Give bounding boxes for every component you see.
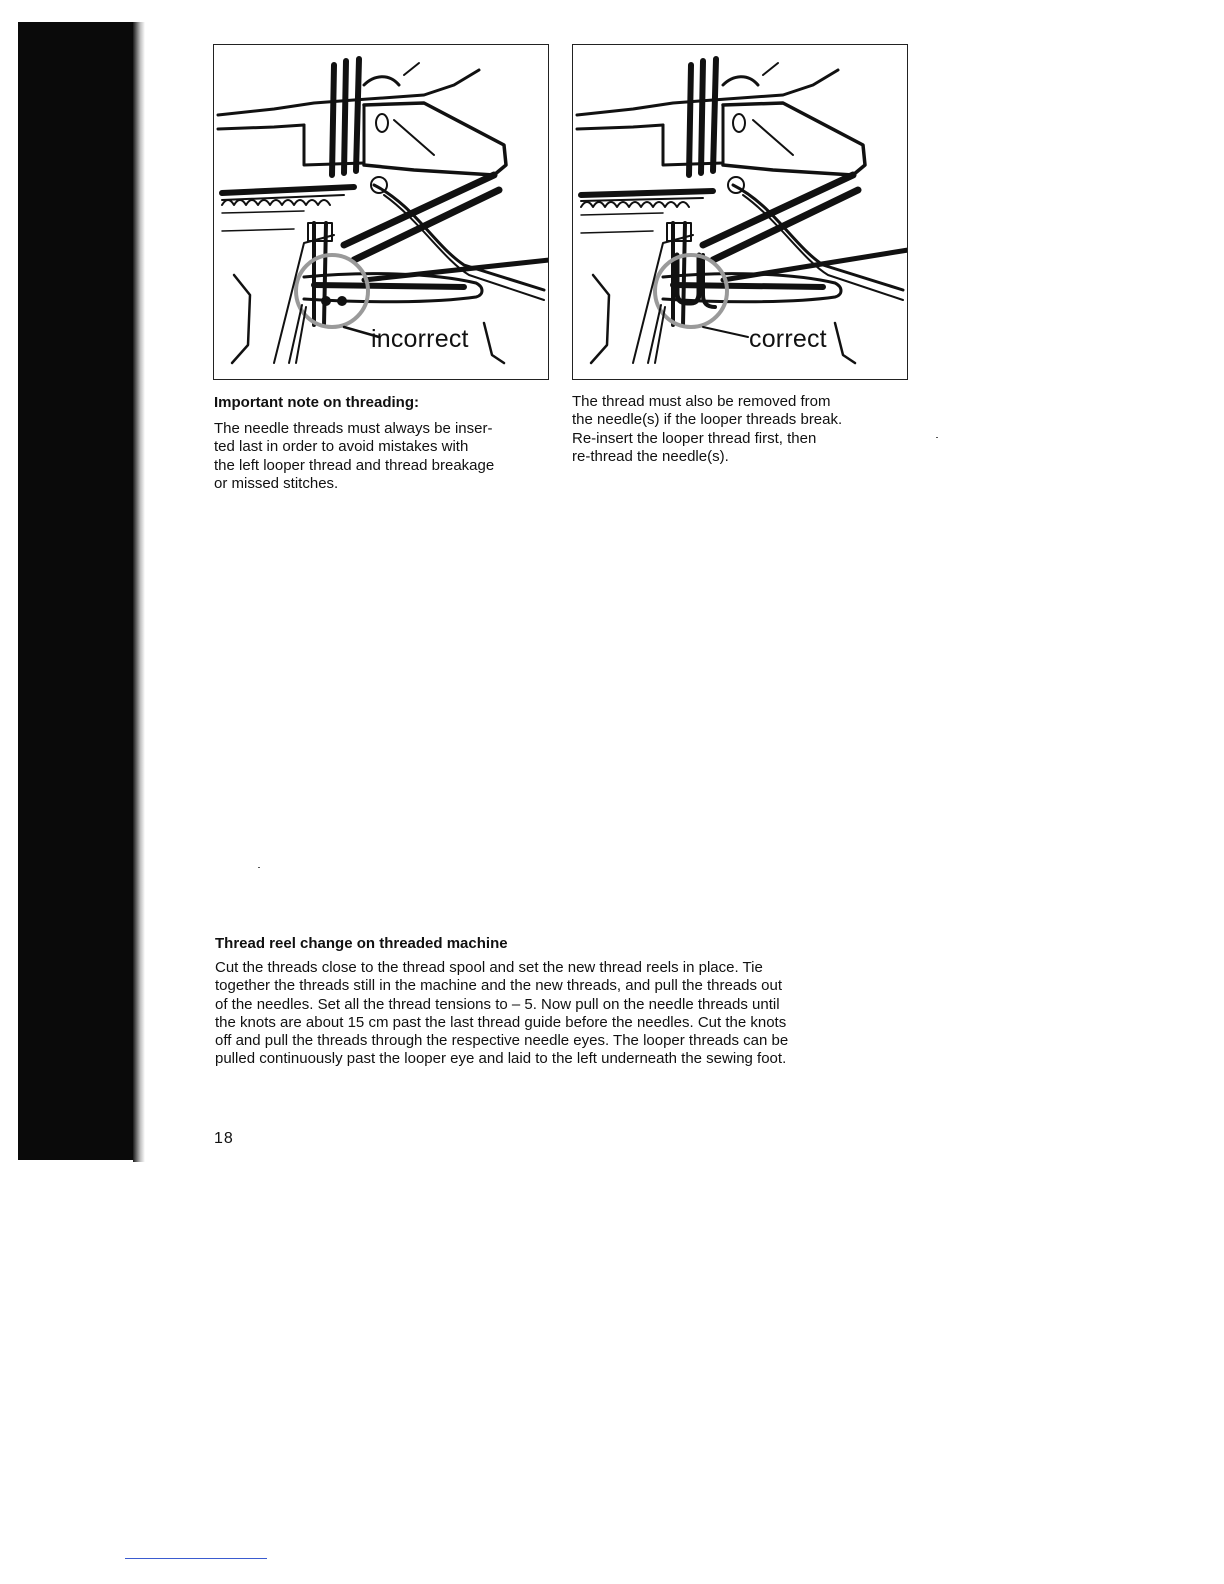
reel-change-line: together the threads still in the machine and the new threads, and pull the threads out <box>215 977 783 995</box>
note-right-line: The thread must also be removed from <box>572 393 831 410</box>
figure-label-incorrect: incorrect <box>371 325 469 353</box>
note-heading: Important note on threading: <box>214 394 419 411</box>
looper-illustration-correct <box>573 45 908 380</box>
note-left-line: The needle threads must always be inser- <box>214 420 493 437</box>
note-left-line: or missed stitches. <box>214 474 339 492</box>
figure-incorrect <box>213 44 549 380</box>
scan-speck <box>258 867 260 868</box>
note-right-line: the needle(s) if the looper threads break. <box>572 411 843 429</box>
note-right-line: Re-insert the looper thread first, then <box>572 429 817 447</box>
reel-change-line: Cut the threads close to the thread spool and set the new thread reels in place. Tie <box>215 959 763 976</box>
reel-change-line: the knots are about 15 cm past the last thread guide before the needles. Cut the knots <box>215 1013 787 1031</box>
note-right-paragraph <box>572 393 842 466</box>
reel-change-line: of the needles. Set all the thread tensions to – 5. Now pull on the needle threads until <box>215 995 780 1013</box>
reel-change-heading: Thread reel change on threaded machine <box>215 935 508 952</box>
note-left-line: ted last in order to avoid mistakes with <box>214 438 469 456</box>
bottom-rule <box>125 1558 267 1559</box>
note-left-line: the left looper thread and thread breakage <box>214 456 495 474</box>
reel-change-paragraph <box>215 959 788 1069</box>
figure-correct <box>572 44 908 380</box>
scan-margin-strip <box>18 22 135 1160</box>
note-left-paragraph <box>214 420 494 493</box>
page-number: 18 <box>214 1130 234 1147</box>
reel-change-line: pulled continuously past the looper eye and laid to the left underneath the sewing foot. <box>215 1050 787 1068</box>
scan-margin-edge <box>133 22 145 1162</box>
note-right-line: re-thread the needle(s). <box>572 447 729 465</box>
figure-label-correct: correct <box>749 325 827 353</box>
reel-change-line: off and pull the threads through the respective needle eyes. The looper threads can be <box>215 1032 789 1050</box>
scan-speck <box>936 437 938 438</box>
